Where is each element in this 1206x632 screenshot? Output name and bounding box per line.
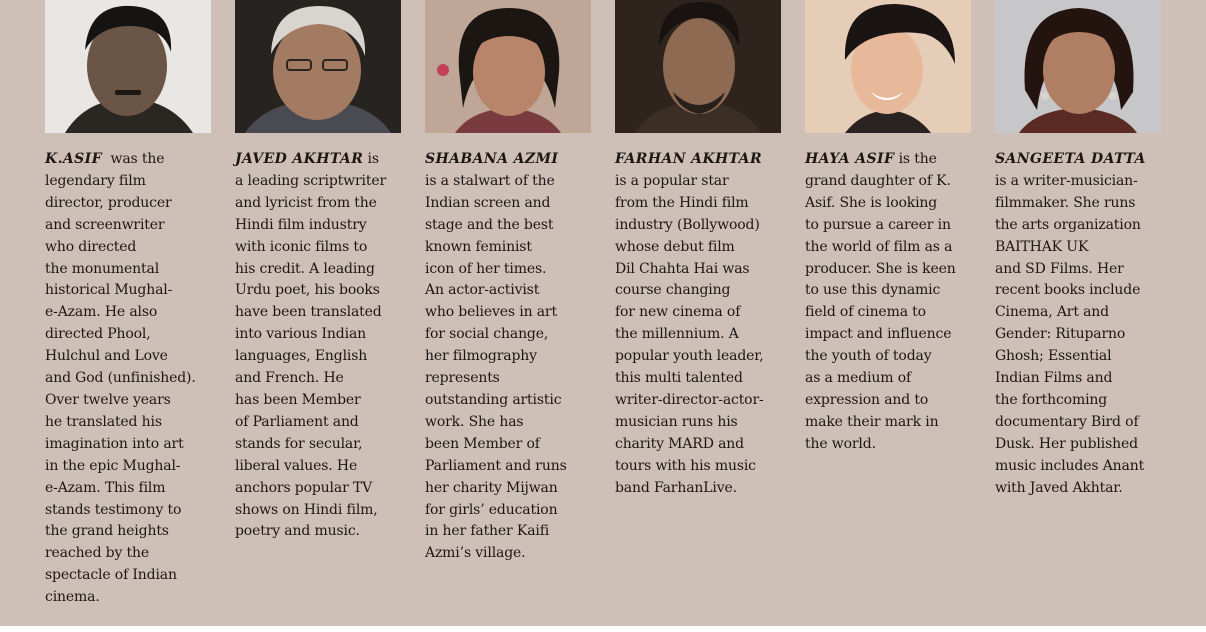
portrait-sangeeta-datta [995,0,1161,133]
bio-line: make their mark in [805,413,939,430]
bio-line: the monumental [45,260,160,277]
bio-line: the grand heights [45,523,169,540]
bio-line: with Javed Akhtar. [995,479,1123,496]
bio-line: historical Mughal- [45,282,173,299]
bio-line: languages, English [235,348,368,365]
bio-line: who directed [45,238,137,255]
bio-line: this multi talented [615,370,743,387]
bio-line: expression and to [805,391,929,408]
bio-line: directed Phool, [45,326,151,343]
bio-line: Urdu poet, his books [235,282,380,299]
bio-line: liberal values. He [235,457,358,474]
bio-line: her filmography [425,348,537,365]
bio-line: the forthcoming [995,391,1108,408]
bio-line: Parliament and runs [425,457,567,474]
bio-line: from the Hindi film [615,194,749,211]
person-name: SANGEETA DATTA [995,151,1146,167]
bio-line: stands testimony to [45,501,182,518]
profile-javed-akhtar [235,0,407,543]
bio-line: musician runs his [615,413,738,430]
bio-line: have been translated [235,304,382,321]
bio-line: e-Azam. This film [45,479,166,496]
bio-line: and French. He [235,370,344,387]
bio-line: grand daughter of K. [805,172,951,189]
portrait-image [615,0,781,133]
bio-line: Gender: Rituparno [995,326,1126,343]
bio-line: for new cinema of [615,304,741,321]
bio-line: icon of her times. [425,260,547,277]
bio-line: the millennium. A [615,326,739,343]
bio-line: e-Azam. He also [45,304,158,321]
bio-line: imagination into art [45,435,184,452]
bio-line: industry (Bollywood) [615,216,760,233]
bio-line: is a writer-musician- [995,172,1138,189]
person-name: HAYA ASIF [805,151,895,167]
portrait-haya-asif [805,0,971,133]
bio-shabana-azmi [425,149,597,565]
portrait-javed-akhtar [235,0,401,133]
bio-line: director, producer [45,194,172,211]
bio-line: Ghosh; Essential [995,348,1112,365]
bio-first-line: is [363,151,379,167]
bio-line: for social change, [425,326,549,343]
bio-line: is a stalwart of the [425,172,555,189]
profile-haya-asif [805,0,977,456]
bio-line: whose debut film [615,238,735,255]
bio-line: impact and influence [805,326,952,343]
portrait-image [995,0,1161,133]
person-name: JAVED AKHTAR [235,151,364,167]
bio-line: outstanding artistic [425,391,562,408]
bio-haya-asif [805,149,977,456]
portrait-farhan-akhtar [615,0,781,133]
portrait-image [45,0,211,133]
portrait-image [425,0,591,133]
bio-line: known feminist [425,238,532,255]
bio-line: Dil Chahta Hai was [615,260,750,277]
bio-line: field of cinema to [805,304,926,321]
bio-line: cinema. [45,589,100,606]
bio-line: for girls’ education [425,501,558,518]
bio-line: the arts organization [995,216,1141,233]
bio-line: filmmaker. She runs [995,194,1136,211]
portrait-k-asif [45,0,211,133]
bio-line: of Parliament and [235,413,359,430]
profile-farhan-akhtar [615,0,787,500]
bio-line: and lyricist from the [235,194,377,211]
bio-line: anchors popular TV [235,479,373,496]
bio-line: Indian screen and [425,194,551,211]
bio-line: stage and the best [425,216,554,233]
bio-javed-akhtar [235,149,407,543]
bio-line: Dusk. Her published [995,435,1138,452]
portrait-shabana-azmi [425,0,591,133]
bio-line: in the epic Mughal- [45,457,181,474]
bio-line: music includes Anant [995,457,1145,474]
bio-line: Indian Films and [995,370,1113,387]
bio-line: course changing [615,282,731,299]
bio-line: a leading scriptwriter [235,172,387,189]
bio-line: the world of film as a [805,238,953,255]
person-name: SHABANA AZMI [425,151,559,167]
bio-line: as a medium of [805,370,912,387]
bio-line: charity MARD and [615,435,744,452]
portrait-image [805,0,971,133]
bio-k-asif [45,149,217,609]
bio-line: poetry and music. [235,523,360,540]
bio-sangeeta-datta [995,149,1167,500]
bio-line: writer-director-actor- [615,391,764,408]
bio-line: Cinema, Art and [995,304,1109,321]
profile-k-asif [45,0,217,609]
bio-line: legendary film [45,172,146,189]
bio-line: the youth of today [805,348,932,365]
bio-line: Over twelve years [45,391,171,408]
person-name: FARHAN AKHTAR [615,151,762,167]
bio-line: Azmi’s village. [425,545,526,562]
bio-line: work. She has [425,413,524,430]
profile-shabana-azmi [425,0,597,565]
bio-line: shows on Hindi film, [235,501,378,518]
bio-line: with iconic films to [235,238,368,255]
bio-line: been Member of [425,435,540,452]
bio-line: he translated his [45,413,162,430]
bio-line: band FarhanLive. [615,479,737,496]
bio-line: has been Member [235,391,361,408]
bio-line: the world. [805,435,876,452]
bio-line: documentary Bird of [995,413,1139,430]
bio-line: who believes in art [425,304,557,321]
bio-line: is a popular star [615,172,729,189]
bio-first-line: is the [894,151,937,167]
bio-line: Hindi film industry [235,216,367,233]
bio-line: recent books include [995,282,1141,299]
bio-line: and God (unfinished). [45,370,196,387]
bio-line: into various Indian [235,326,367,343]
bio-line: his credit. A leading [235,260,375,277]
profile-sangeeta-datta [995,0,1167,500]
bio-line: popular youth leader, [615,348,764,365]
bio-line: and screenwriter [45,216,165,233]
person-name: K.ASIF [45,151,102,167]
bio-line: represents [425,370,500,387]
bio-line: to use this dynamic [805,282,941,299]
bio-line: producer. She is keen [805,260,956,277]
portrait-image [235,0,401,133]
bio-line: her charity Mijwan [425,479,558,496]
bio-line: tours with his music [615,457,756,474]
bio-line: An actor-activist [425,282,540,299]
bio-line: Hulchul and Love [45,348,168,365]
bio-line: to pursue a career in [805,216,951,233]
bio-line: reached by the [45,545,150,562]
bio-farhan-akhtar [615,149,787,500]
bio-line: BAITHAK UK [995,238,1089,255]
bio-line: Asif. She is looking [805,194,938,211]
bio-line: stands for secular, [235,435,363,452]
bio-first-line: was the [101,151,165,167]
bio-line: spectacle of Indian [45,567,177,584]
bio-line: in her father Kaifi [425,523,550,540]
bio-line: and SD Films. Her [995,260,1124,277]
